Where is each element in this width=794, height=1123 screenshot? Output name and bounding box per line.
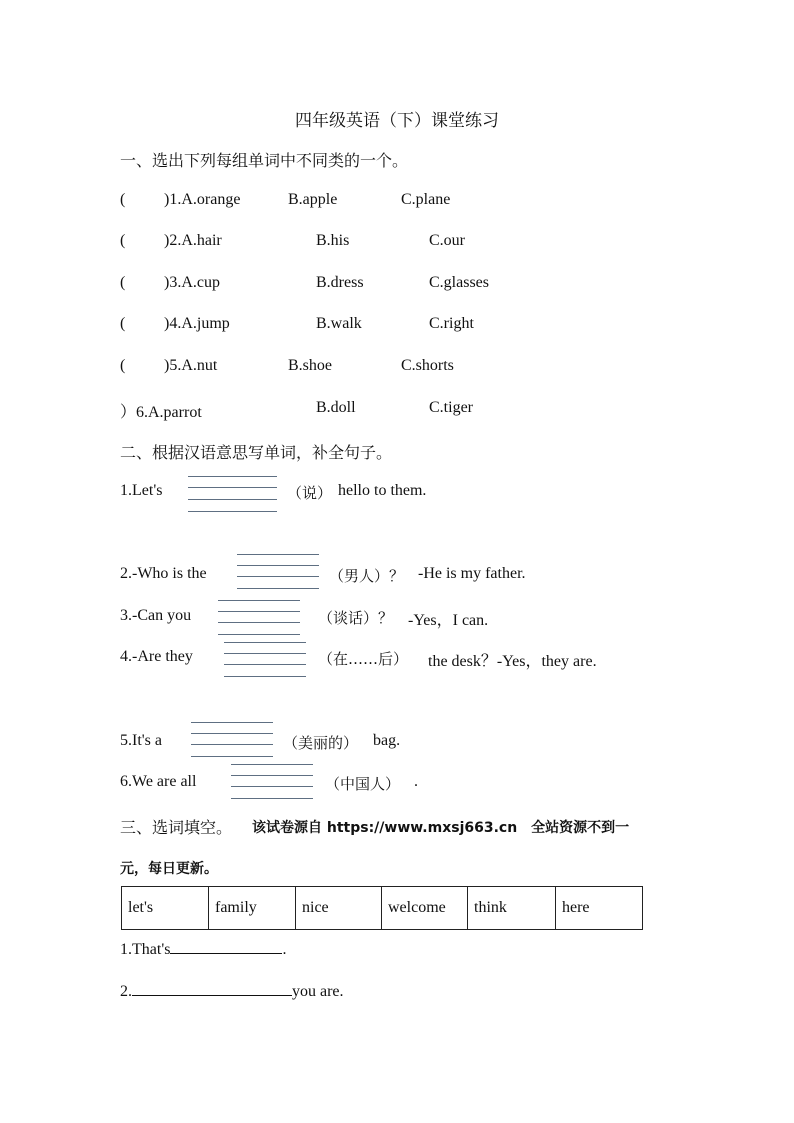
chinese-hint: （美丽的）	[283, 734, 359, 752]
answer-lines[interactable]	[231, 764, 313, 799]
answer-paren: (	[120, 191, 126, 208]
chinese-hint: （中国人）	[325, 775, 401, 793]
sentence-prefix: 1.Let's	[120, 482, 163, 499]
chinese-hint: （在……后）	[318, 650, 409, 668]
section3-heading: 三、选词填空。	[120, 818, 233, 837]
chinese-hint: （说）	[287, 484, 333, 502]
sentence-prefix: 2.-Who is the	[120, 565, 207, 582]
source-notice-line1: 该试卷源自 https://www.mxsj663.cn 全站资源不到一	[252, 820, 630, 836]
answer-paren: (	[120, 357, 126, 374]
fill-item-1	[120, 941, 286, 959]
sentence-suffix: the desk？-Yes，they are.	[428, 653, 597, 670]
question-option-c: C.right	[429, 315, 474, 332]
sentence-prefix: 4.-Are they	[120, 648, 193, 665]
question-option-a: )4.A.jump	[164, 315, 230, 332]
word-bank-cell: let's	[122, 887, 209, 930]
question-option-b: B.shoe	[288, 357, 332, 374]
fill-blank[interactable]	[132, 995, 292, 996]
chinese-hint: （谈话）？	[318, 609, 394, 627]
fill-item-2	[120, 983, 344, 1001]
word-bank-table	[121, 886, 643, 930]
fill-prefix: 2.	[120, 983, 132, 1000]
question-option-a: ）6.A.parrot	[120, 404, 202, 421]
word-bank-cell: here	[556, 887, 643, 930]
question-option-a: )3.A.cup	[164, 274, 220, 291]
section2-heading: 二、根据汉语意思写单词，补全句子。	[120, 443, 393, 462]
answer-paren: (	[120, 315, 126, 332]
question-option-a: )2.A.hair	[164, 232, 222, 249]
chinese-hint: （男人）？	[329, 567, 405, 585]
sentence-suffix: bag.	[373, 732, 401, 749]
sentence-prefix: 6.We are all	[120, 773, 197, 790]
word-bank-cell: welcome	[382, 887, 468, 930]
question-option-c: C.tiger	[429, 399, 473, 416]
word-bank-cell: think	[468, 887, 556, 930]
question-option-a: )5.A.nut	[164, 357, 218, 374]
answer-paren: (	[120, 232, 126, 249]
answer-lines[interactable]	[224, 642, 306, 677]
sentence-suffix: -He is my father.	[418, 565, 526, 582]
answer-lines[interactable]	[188, 476, 277, 512]
question-option-b: B.walk	[316, 315, 362, 332]
sentence-prefix: 5.It's a	[120, 732, 162, 749]
answer-lines[interactable]	[191, 722, 273, 757]
fill-suffix: you are.	[292, 983, 344, 1000]
question-option-b: B.apple	[288, 191, 338, 208]
question-option-c: C.glasses	[429, 274, 489, 291]
question-option-b: B.dress	[316, 274, 364, 291]
fill-blank[interactable]	[170, 953, 282, 954]
answer-lines[interactable]	[218, 600, 300, 635]
sentence-suffix: .	[414, 773, 418, 790]
fill-suffix: .	[282, 941, 287, 958]
answer-paren: (	[120, 274, 126, 291]
answer-lines[interactable]	[237, 554, 319, 589]
sentence-suffix: -Yes，I can.	[408, 612, 489, 629]
fill-prefix: 1.That's	[120, 941, 171, 958]
page-title: 四年级英语（下）课堂练习	[295, 111, 499, 131]
question-option-c: C.plane	[401, 191, 451, 208]
sentence-suffix: hello to them.	[338, 482, 427, 499]
word-bank-cell: nice	[296, 887, 382, 930]
section1-heading: 一、选出下列每组单词中不同类的一个。	[120, 151, 409, 170]
question-option-a: )1.A.orange	[164, 191, 241, 208]
question-option-c: C.shorts	[401, 357, 454, 374]
source-notice-line2: 元，每日更新。	[120, 861, 218, 877]
question-option-c: C.our	[429, 232, 465, 249]
word-bank-cell: family	[209, 887, 296, 930]
question-option-b: B.doll	[316, 399, 356, 416]
sentence-prefix: 3.-Can you	[120, 607, 192, 624]
question-option-b: B.his	[316, 232, 350, 249]
